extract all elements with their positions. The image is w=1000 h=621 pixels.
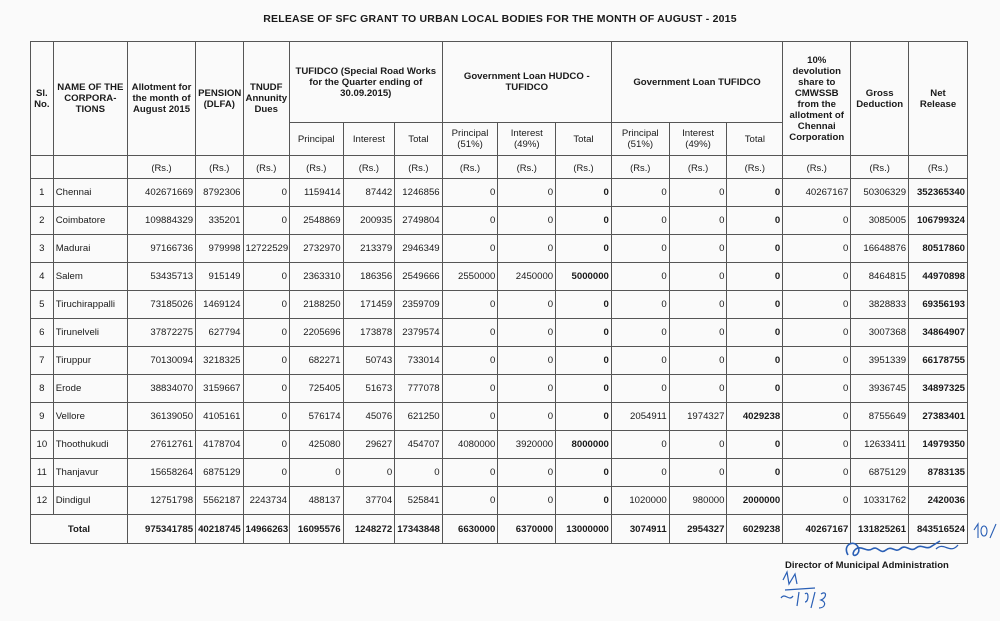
cell-loan-principal: 2054911	[611, 403, 669, 431]
cell-hudco-total: 0	[556, 179, 612, 207]
cell-loan-interest: 0	[669, 291, 727, 319]
cell-tufidco-principal: 2205696	[289, 319, 343, 347]
cell-devolution: 40267167	[783, 179, 851, 207]
table-row	[31, 487, 968, 515]
cell-net: 2420036	[909, 487, 968, 515]
cell-gross: 6875129	[851, 459, 909, 487]
cell-tufidco-principal: 2363310	[289, 263, 343, 291]
table-row	[31, 347, 968, 375]
cell-corporation-name: Madurai	[53, 235, 127, 263]
header-tnudf: TNUDF Annunity Dues	[243, 42, 289, 156]
total-devolution: 40267167	[783, 515, 851, 544]
cell-hudco-principal: 0	[442, 207, 498, 235]
total-hudco-interest: 6370000	[498, 515, 556, 544]
unit-cell: (Rs.)	[556, 156, 612, 179]
unit-cell	[53, 156, 127, 179]
total-gross: 131825261	[851, 515, 909, 544]
table-row	[31, 263, 968, 291]
cell-devolution: 0	[783, 487, 851, 515]
cell-hudco-principal: 0	[442, 403, 498, 431]
header-tufidco-group: TUFIDCO (Special Road Works for the Quarter ending of 30.09.2015)	[289, 42, 442, 123]
table-row	[31, 319, 968, 347]
cell-hudco-principal: 0	[442, 291, 498, 319]
cell-hudco-interest: 0	[498, 207, 556, 235]
cell-hudco-principal: 0	[442, 487, 498, 515]
cell-devolution: 0	[783, 207, 851, 235]
cell-tnudf: 0	[243, 179, 289, 207]
cell-loan-principal: 0	[611, 459, 669, 487]
cell-hudco-total: 0	[556, 347, 612, 375]
header-devolution: 10% devolution share to CMWSSB from the allotment of Chennai Corporation	[783, 42, 851, 156]
cell-allotment: 97166736	[127, 235, 195, 263]
cell-loan-total: 0	[727, 347, 783, 375]
cell-hudco-total: 0	[556, 207, 612, 235]
cell-loan-principal: 0	[611, 179, 669, 207]
cell-tufidco-total: 454707	[395, 431, 442, 459]
cell-hudco-principal: 2550000	[442, 263, 498, 291]
cell-hudco-total: 0	[556, 487, 612, 515]
cell-tufidco-interest: 87442	[343, 179, 395, 207]
cell-pension: 979998	[196, 235, 243, 263]
cell-hudco-total: 5000000	[556, 263, 612, 291]
cell-pension: 6875129	[196, 459, 243, 487]
cell-sl: 8	[31, 375, 54, 403]
designation-text: Director of Municipal Administration	[785, 560, 949, 571]
cell-tufidco-interest: 37704	[343, 487, 395, 515]
cell-hudco-total: 0	[556, 459, 612, 487]
cell-net: 106799324	[909, 207, 968, 235]
cell-tnudf: 2243734	[243, 487, 289, 515]
total-allotment: 975341785	[127, 515, 195, 544]
cell-hudco-interest: 0	[498, 179, 556, 207]
header-net: Net Release	[909, 42, 968, 156]
initials-image	[775, 568, 845, 613]
cell-loan-principal: 0	[611, 375, 669, 403]
cell-loan-interest: 0	[669, 319, 727, 347]
cell-tufidco-principal: 425080	[289, 431, 343, 459]
total-loan-interest: 2954327	[669, 515, 727, 544]
cell-gross: 3936745	[851, 375, 909, 403]
cell-gross: 3007368	[851, 319, 909, 347]
cell-corporation-name: Tiruchirappalli	[53, 291, 127, 319]
header-row-main	[31, 42, 968, 123]
cell-hudco-interest: 0	[498, 347, 556, 375]
cell-sl: 6	[31, 319, 54, 347]
cell-tufidco-total: 2749804	[395, 207, 442, 235]
cell-hudco-principal: 0	[442, 459, 498, 487]
cell-tufidco-total: 0	[395, 459, 442, 487]
header-principal: Principal	[289, 123, 343, 156]
cell-pension: 3159667	[196, 375, 243, 403]
cell-tufidco-principal: 2188250	[289, 291, 343, 319]
cell-tufidco-interest: 51673	[343, 375, 395, 403]
cell-tufidco-total: 2359709	[395, 291, 442, 319]
cell-loan-principal: 0	[611, 207, 669, 235]
cell-tufidco-interest: 186356	[343, 263, 395, 291]
cell-hudco-interest: 0	[498, 235, 556, 263]
unit-row	[31, 156, 968, 179]
cell-gross: 3828833	[851, 291, 909, 319]
total-tufidco-principal: 16095576	[289, 515, 343, 544]
cell-tnudf: 0	[243, 431, 289, 459]
cell-loan-principal: 0	[611, 263, 669, 291]
cell-gross: 10331762	[851, 487, 909, 515]
cell-loan-interest: 0	[669, 263, 727, 291]
total-loan-total: 6029238	[727, 515, 783, 544]
cell-devolution: 0	[783, 291, 851, 319]
cell-loan-interest: 1974327	[669, 403, 727, 431]
table-row	[31, 459, 968, 487]
table-row	[31, 291, 968, 319]
cell-hudco-total: 0	[556, 375, 612, 403]
cell-corporation-name: Thoothukudi	[53, 431, 127, 459]
cell-allotment: 73185026	[127, 291, 195, 319]
cell-allotment: 70130094	[127, 347, 195, 375]
grant-table	[30, 41, 968, 544]
cell-corporation-name: Vellore	[53, 403, 127, 431]
cell-allotment: 38834070	[127, 375, 195, 403]
cell-pension: 1469124	[196, 291, 243, 319]
unit-cell: (Rs.)	[127, 156, 195, 179]
document-title: RELEASE OF SFC GRANT TO URBAN LOCAL BODIES FOR THE MONTH OF AUGUST - 2015	[263, 13, 737, 25]
cell-devolution: 0	[783, 459, 851, 487]
cell-tnudf: 0	[243, 291, 289, 319]
cell-loan-total: 2000000	[727, 487, 783, 515]
cell-sl: 5	[31, 291, 54, 319]
cell-net: 80517860	[909, 235, 968, 263]
unit-cell: (Rs.)	[289, 156, 343, 179]
total-hudco-principal: 6630000	[442, 515, 498, 544]
cell-gross: 50306329	[851, 179, 909, 207]
table-row	[31, 431, 968, 459]
cell-loan-interest: 0	[669, 431, 727, 459]
cell-tufidco-principal: 2732970	[289, 235, 343, 263]
cell-gross: 16648876	[851, 235, 909, 263]
cell-net: 27383401	[909, 403, 968, 431]
cell-loan-total: 0	[727, 263, 783, 291]
unit-cell: (Rs.)	[727, 156, 783, 179]
cell-hudco-interest: 2450000	[498, 263, 556, 291]
cell-allotment: 27612761	[127, 431, 195, 459]
cell-loan-interest: 0	[669, 459, 727, 487]
cell-tufidco-principal: 488137	[289, 487, 343, 515]
unit-cell: (Rs.)	[395, 156, 442, 179]
header-total: Total	[395, 123, 442, 156]
cell-loan-interest: 0	[669, 375, 727, 403]
total-loan-principal: 3074911	[611, 515, 669, 544]
header-interest: Interest	[343, 123, 395, 156]
cell-tufidco-interest: 171459	[343, 291, 395, 319]
cell-gross: 3085005	[851, 207, 909, 235]
cell-hudco-interest: 0	[498, 319, 556, 347]
cell-loan-total: 0	[727, 207, 783, 235]
unit-cell	[31, 156, 54, 179]
header-pension: PENSION (DLFA)	[196, 42, 243, 156]
cell-allotment: 53435713	[127, 263, 195, 291]
cell-loan-principal: 0	[611, 431, 669, 459]
cell-net: 44970898	[909, 263, 968, 291]
cell-hudco-interest: 0	[498, 403, 556, 431]
cell-pension: 8792306	[196, 179, 243, 207]
total-row	[31, 515, 968, 544]
cell-hudco-total: 0	[556, 291, 612, 319]
cell-loan-principal: 0	[611, 347, 669, 375]
cell-loan-interest: 0	[669, 179, 727, 207]
cell-tnudf: 0	[243, 459, 289, 487]
cell-net: 8783135	[909, 459, 968, 487]
cell-devolution: 0	[783, 403, 851, 431]
total-label: Total	[31, 515, 128, 544]
cell-tufidco-total: 525841	[395, 487, 442, 515]
table-row	[31, 375, 968, 403]
cell-tufidco-principal: 1159414	[289, 179, 343, 207]
cell-tufidco-interest: 173878	[343, 319, 395, 347]
unit-cell: (Rs.)	[498, 156, 556, 179]
cell-tufidco-total: 733014	[395, 347, 442, 375]
cell-tnudf: 0	[243, 207, 289, 235]
cell-devolution: 0	[783, 319, 851, 347]
cell-tufidco-total: 777078	[395, 375, 442, 403]
cell-corporation-name: Chennai	[53, 179, 127, 207]
cell-hudco-principal: 0	[442, 375, 498, 403]
cell-loan-principal: 0	[611, 235, 669, 263]
cell-tnudf: 0	[243, 319, 289, 347]
cell-corporation-name: Erode	[53, 375, 127, 403]
header-tufidco-loan-group: Government Loan TUFIDCO	[611, 42, 782, 123]
cell-devolution: 0	[783, 347, 851, 375]
cell-sl: 11	[31, 459, 54, 487]
unit-cell: (Rs.)	[851, 156, 909, 179]
cell-allotment: 109884329	[127, 207, 195, 235]
cell-devolution: 0	[783, 263, 851, 291]
total-tnudf: 14966263	[243, 515, 289, 544]
cell-sl: 10	[31, 431, 54, 459]
cell-net: 66178755	[909, 347, 968, 375]
cell-tufidco-total: 1246856	[395, 179, 442, 207]
cell-loan-principal: 1020000	[611, 487, 669, 515]
cell-loan-total: 0	[727, 235, 783, 263]
cell-tufidco-principal: 0	[289, 459, 343, 487]
header-interest-49: Interest (49%)	[498, 123, 556, 156]
cell-tnudf: 0	[243, 375, 289, 403]
cell-hudco-total: 8000000	[556, 431, 612, 459]
cell-corporation-name: Dindigul	[53, 487, 127, 515]
cell-hudco-principal: 0	[442, 319, 498, 347]
cell-loan-interest: 0	[669, 207, 727, 235]
cell-sl: 9	[31, 403, 54, 431]
cell-allotment: 36139050	[127, 403, 195, 431]
cell-hudco-interest: 0	[498, 375, 556, 403]
cell-hudco-total: 0	[556, 235, 612, 263]
header-total: Total	[727, 123, 783, 156]
cell-tnudf: 12722529	[243, 235, 289, 263]
cell-corporation-name: Salem	[53, 263, 127, 291]
cell-hudco-principal: 0	[442, 235, 498, 263]
cell-pension: 5562187	[196, 487, 243, 515]
cell-net: 34864907	[909, 319, 968, 347]
cell-tufidco-interest: 50743	[343, 347, 395, 375]
header-interest-49: Interest (49%)	[669, 123, 727, 156]
total-net: 843516524	[909, 515, 968, 544]
cell-hudco-interest: 3920000	[498, 431, 556, 459]
margin-annotation	[970, 520, 998, 550]
cell-gross: 8755649	[851, 403, 909, 431]
cell-loan-principal: 0	[611, 291, 669, 319]
cell-loan-total: 0	[727, 431, 783, 459]
unit-cell: (Rs.)	[669, 156, 727, 179]
cell-corporation-name: Coimbatore	[53, 207, 127, 235]
cell-devolution: 0	[783, 375, 851, 403]
cell-hudco-principal: 0	[442, 179, 498, 207]
cell-loan-total: 0	[727, 291, 783, 319]
cell-allotment: 15658264	[127, 459, 195, 487]
cell-loan-principal: 0	[611, 319, 669, 347]
total-hudco-total: 13000000	[556, 515, 612, 544]
cell-tufidco-interest: 200935	[343, 207, 395, 235]
table-row	[31, 179, 968, 207]
header-gross: Gross Deduction	[851, 42, 909, 156]
cell-pension: 627794	[196, 319, 243, 347]
cell-tufidco-total: 2946349	[395, 235, 442, 263]
cell-tnudf: 0	[243, 263, 289, 291]
cell-loan-total: 4029238	[727, 403, 783, 431]
cell-allotment: 12751798	[127, 487, 195, 515]
cell-loan-interest: 980000	[669, 487, 727, 515]
cell-tufidco-principal: 725405	[289, 375, 343, 403]
header-principal-51: Principal (51%)	[442, 123, 498, 156]
cell-loan-total: 0	[727, 375, 783, 403]
cell-loan-total: 0	[727, 179, 783, 207]
total-tufidco-interest: 1248272	[343, 515, 395, 544]
cell-devolution: 0	[783, 431, 851, 459]
cell-sl: 2	[31, 207, 54, 235]
cell-allotment: 402671669	[127, 179, 195, 207]
cell-tufidco-principal: 2548869	[289, 207, 343, 235]
cell-hudco-principal: 0	[442, 347, 498, 375]
cell-corporation-name: Thanjavur	[53, 459, 127, 487]
cell-tnudf: 0	[243, 403, 289, 431]
cell-gross: 3951339	[851, 347, 909, 375]
unit-cell: (Rs.)	[343, 156, 395, 179]
cell-net: 69356193	[909, 291, 968, 319]
table-row	[31, 235, 968, 263]
cell-corporation-name: Tiruppur	[53, 347, 127, 375]
cell-sl: 3	[31, 235, 54, 263]
cell-corporation-name: Tirunelveli	[53, 319, 127, 347]
cell-tufidco-interest: 213379	[343, 235, 395, 263]
unit-cell: (Rs.)	[442, 156, 498, 179]
cell-hudco-total: 0	[556, 403, 612, 431]
cell-gross: 12633411	[851, 431, 909, 459]
cell-loan-total: 0	[727, 459, 783, 487]
cell-net: 14979350	[909, 431, 968, 459]
cell-sl: 4	[31, 263, 54, 291]
cell-allotment: 37872275	[127, 319, 195, 347]
unit-cell: (Rs.)	[243, 156, 289, 179]
cell-hudco-interest: 0	[498, 291, 556, 319]
cell-tufidco-principal: 576174	[289, 403, 343, 431]
cell-hudco-total: 0	[556, 319, 612, 347]
cell-pension: 335201	[196, 207, 243, 235]
header-allotment: Allotment for the month of August 2015	[127, 42, 195, 156]
unit-cell: (Rs.)	[196, 156, 243, 179]
cell-sl: 7	[31, 347, 54, 375]
total-pension: 40218745	[196, 515, 243, 544]
unit-cell: (Rs.)	[783, 156, 851, 179]
cell-loan-interest: 0	[669, 235, 727, 263]
table-row	[31, 403, 968, 431]
cell-hudco-principal: 4080000	[442, 431, 498, 459]
cell-pension: 915149	[196, 263, 243, 291]
cell-tufidco-interest: 29627	[343, 431, 395, 459]
header-total: Total	[556, 123, 612, 156]
header-principal-51: Principal (51%)	[611, 123, 669, 156]
cell-net: 352365340	[909, 179, 968, 207]
unit-cell: (Rs.)	[909, 156, 968, 179]
cell-loan-interest: 0	[669, 347, 727, 375]
cell-pension: 4178704	[196, 431, 243, 459]
cell-net: 34897325	[909, 375, 968, 403]
header-sl: Sl. No.	[31, 42, 54, 156]
cell-tufidco-total: 2379574	[395, 319, 442, 347]
cell-tufidco-interest: 0	[343, 459, 395, 487]
cell-tufidco-principal: 682271	[289, 347, 343, 375]
header-hudco-group: Government Loan HUDCO - TUFIDCO	[442, 42, 611, 123]
cell-tnudf: 0	[243, 347, 289, 375]
unit-cell: (Rs.)	[611, 156, 669, 179]
cell-sl: 12	[31, 487, 54, 515]
cell-hudco-interest: 0	[498, 459, 556, 487]
table-body	[31, 179, 968, 515]
cell-loan-total: 0	[727, 319, 783, 347]
total-tufidco-total: 17343848	[395, 515, 442, 544]
cell-tufidco-total: 621250	[395, 403, 442, 431]
cell-sl: 1	[31, 179, 54, 207]
header-name: NAME OF THE CORPORA-TIONS	[53, 42, 127, 156]
cell-gross: 8464815	[851, 263, 909, 291]
table-row	[31, 207, 968, 235]
cell-pension: 3218325	[196, 347, 243, 375]
cell-tufidco-total: 2549666	[395, 263, 442, 291]
cell-tufidco-interest: 45076	[343, 403, 395, 431]
cell-hudco-interest: 0	[498, 487, 556, 515]
cell-devolution: 0	[783, 235, 851, 263]
cell-pension: 4105161	[196, 403, 243, 431]
